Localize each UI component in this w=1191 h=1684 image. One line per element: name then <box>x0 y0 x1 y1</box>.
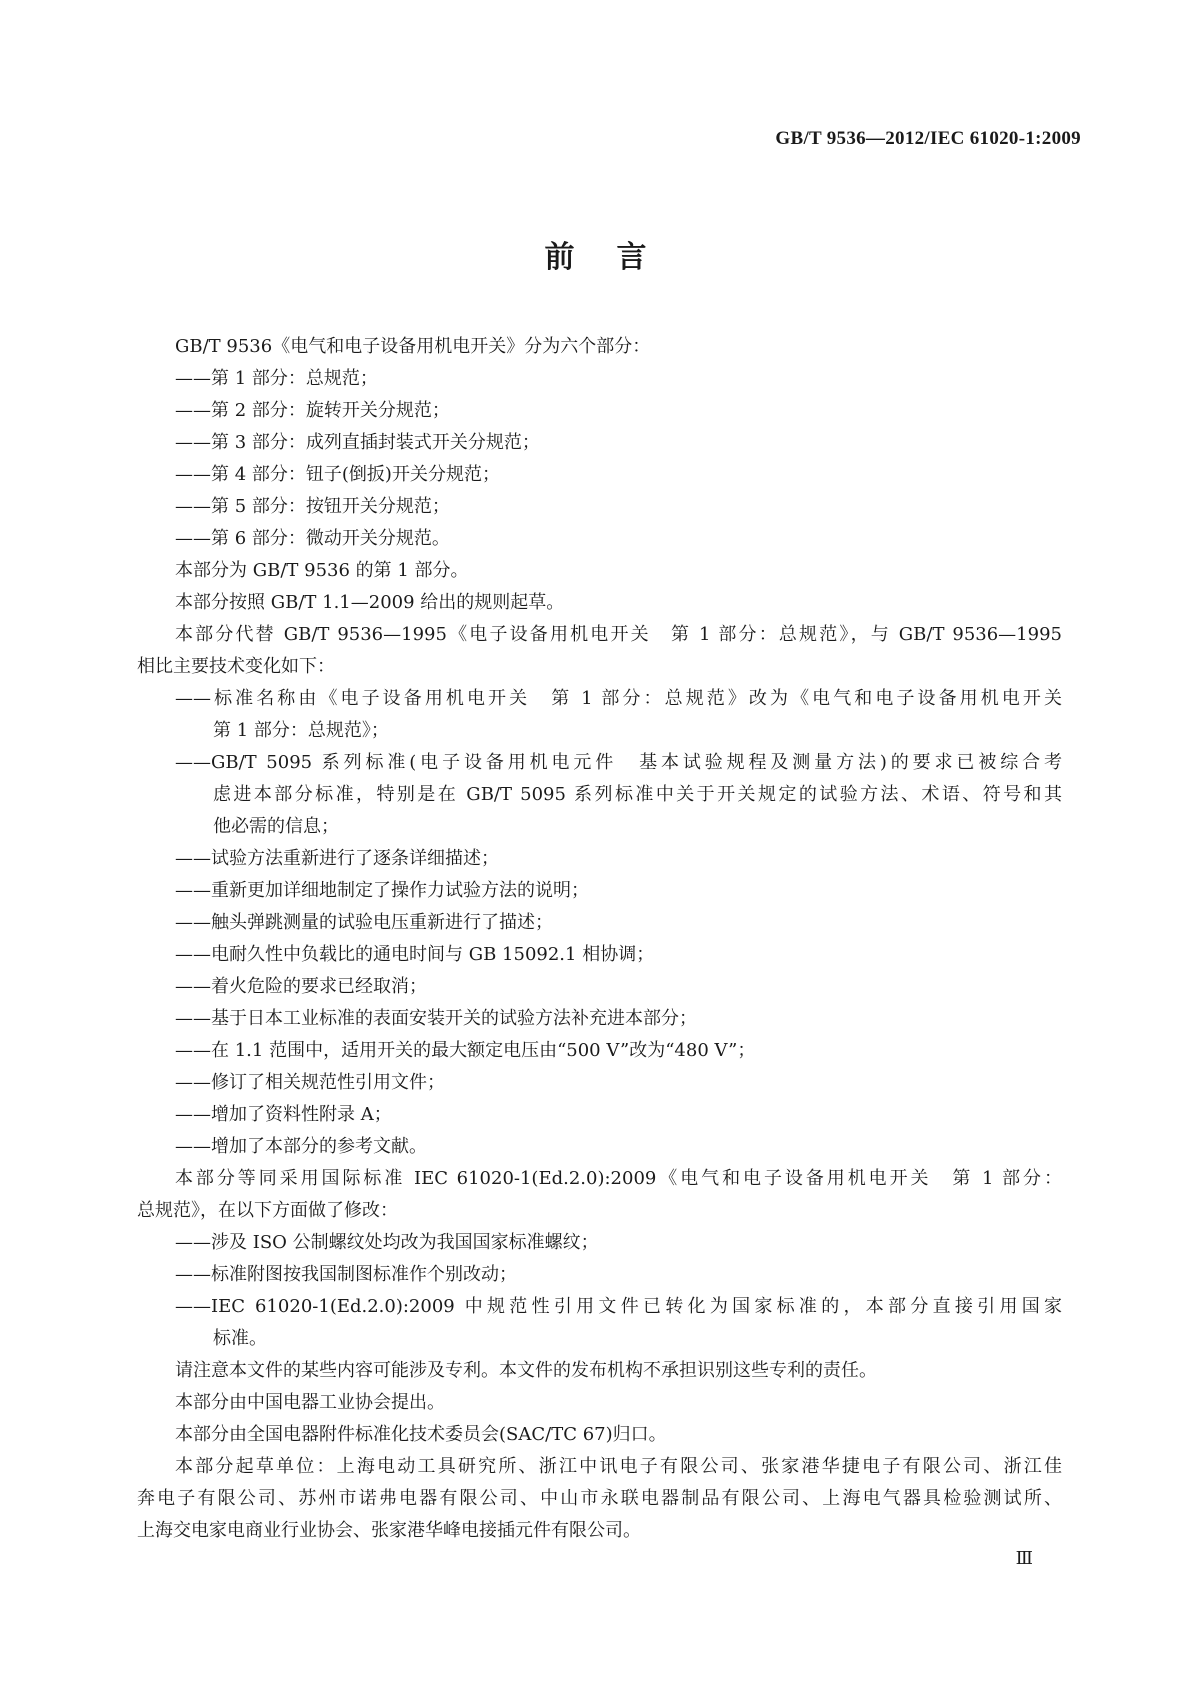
paragraph-line: 本部分等同采用国际标准 IEC 61020-1(Ed.2.0):2009《电气和电子设备用机电开关 第 1 部分： <box>175 1168 1062 1189</box>
change-list-item: ——重新更加详细地制定了操作力试验方法的说明； <box>175 880 589 901</box>
change-list-item: ——GB/T 5095 系列标准(电子设备用机电元件 基本试验规程及测量方法)的要求已被综合考 <box>175 752 1062 773</box>
change-list-item: ——增加了本部分的参考文献。 <box>175 1136 427 1157</box>
paragraph-line: GB/T 9536《电气和电子设备用机电开关》分为六个部分： <box>175 336 651 357</box>
change-list-item: ——试验方法重新进行了逐条详细描述； <box>175 848 499 869</box>
change-list-item: ——在 1.1 范围中，适用开关的最大额定电压由“500 V”改为“480 V”； <box>175 1040 756 1061</box>
paragraph-line: 本部分由全国电器附件标准化技术委员会(SAC/TC 67)归口。 <box>175 1424 667 1445</box>
standard-code: GB/T 9536—2012/IEC 61020-1:2009 <box>775 128 1081 149</box>
change-list-item: ——标准名称由《电子设备用机电开关 第 1 部分：总规范》改为《电气和电子设备用机电开关 <box>175 688 1062 709</box>
change-list-item: ——着火危险的要求已经取消； <box>175 976 427 997</box>
change-list-item-continuation: 他必需的信息； <box>213 816 339 837</box>
paragraph-line: 奔电子有限公司、苏州市诺弗电器有限公司、中山市永联电器制品有限公司、上海电气器具检验测试所、 <box>137 1488 1062 1509</box>
page-title: 前言 <box>544 240 689 275</box>
paragraph-line: 本部分由中国电器工业协会提出。 <box>175 1392 445 1413</box>
paragraph-line: 本部分按照 GB/T 1.1—2009 给出的规则起草。 <box>175 592 565 613</box>
list-item-part-2: ——第 2 部分：旋转开关分规范； <box>175 400 450 421</box>
change-list-item-continuation: 第 1 部分：总规范》； <box>213 720 389 741</box>
modification-list-item: ——涉及 ISO 公制螺纹处均改为我国国家标准螺纹； <box>175 1232 599 1253</box>
paragraph-line: 上海交电家电商业行业协会、张家港华峰电接插元件有限公司。 <box>137 1520 641 1541</box>
list-item-part-3: ——第 3 部分：成列直插封装式开关分规范； <box>175 432 540 453</box>
paragraph-line: 相比主要技术变化如下： <box>137 656 335 677</box>
list-item-part-6: ——第 6 部分：微动开关分规范。 <box>175 528 450 549</box>
change-list-item: ——增加了资料性附录 A； <box>175 1104 392 1125</box>
paragraph-line: 本部分为 GB/T 9536 的第 1 部分。 <box>175 560 469 581</box>
list-item-part-4: ——第 4 部分：钮子(倒扳)开关分规范； <box>175 464 500 485</box>
modification-list-item: ——IEC 61020-1(Ed.2.0):2009 中规范性引用文件已转化为国家标准的，本部分直接引用国家 <box>175 1296 1062 1317</box>
modification-list-item-continuation: 标准。 <box>213 1328 267 1349</box>
paragraph-line: 请注意本文件的某些内容可能涉及专利。本文件的发布机构不承担识别这些专利的责任。 <box>175 1360 877 1381</box>
change-list-item: ——修订了相关规范性引用文件； <box>175 1072 445 1093</box>
paragraph-line: 本部分起草单位：上海电动工具研究所、浙江中讯电子有限公司、张家港华捷电子有限公司、浙江佳 <box>175 1456 1062 1477</box>
change-list-item-continuation: 虑进本部分标准，特别是在 GB/T 5095 系列标准中关于开关规定的试验方法、术语、符号和其 <box>213 784 1062 805</box>
modification-list-item: ——标准附图按我国制图标准作个别改动； <box>175 1264 517 1285</box>
list-item-part-1: ——第 1 部分：总规范； <box>175 368 378 389</box>
page-number: Ⅲ <box>1015 1548 1033 1568</box>
list-item-part-5: ——第 5 部分：按钮开关分规范； <box>175 496 450 517</box>
change-list-item: ——电耐久性中负载比的通电时间与 GB 15092.1 相协调； <box>175 944 655 965</box>
paragraph-line: 总规范》，在以下方面做了修改： <box>137 1200 398 1221</box>
change-list-item: ——触头弹跳测量的试验电压重新进行了描述； <box>175 912 553 933</box>
paragraph-line: 本部分代替 GB/T 9536—1995《电子设备用机电开关 第 1 部分：总规范》，与 GB/T 9536—1995 <box>175 624 1062 645</box>
change-list-item: ——基于日本工业标准的表面安装开关的试验方法补充进本部分； <box>175 1008 697 1029</box>
foreword-body <box>137 331 1062 1547</box>
